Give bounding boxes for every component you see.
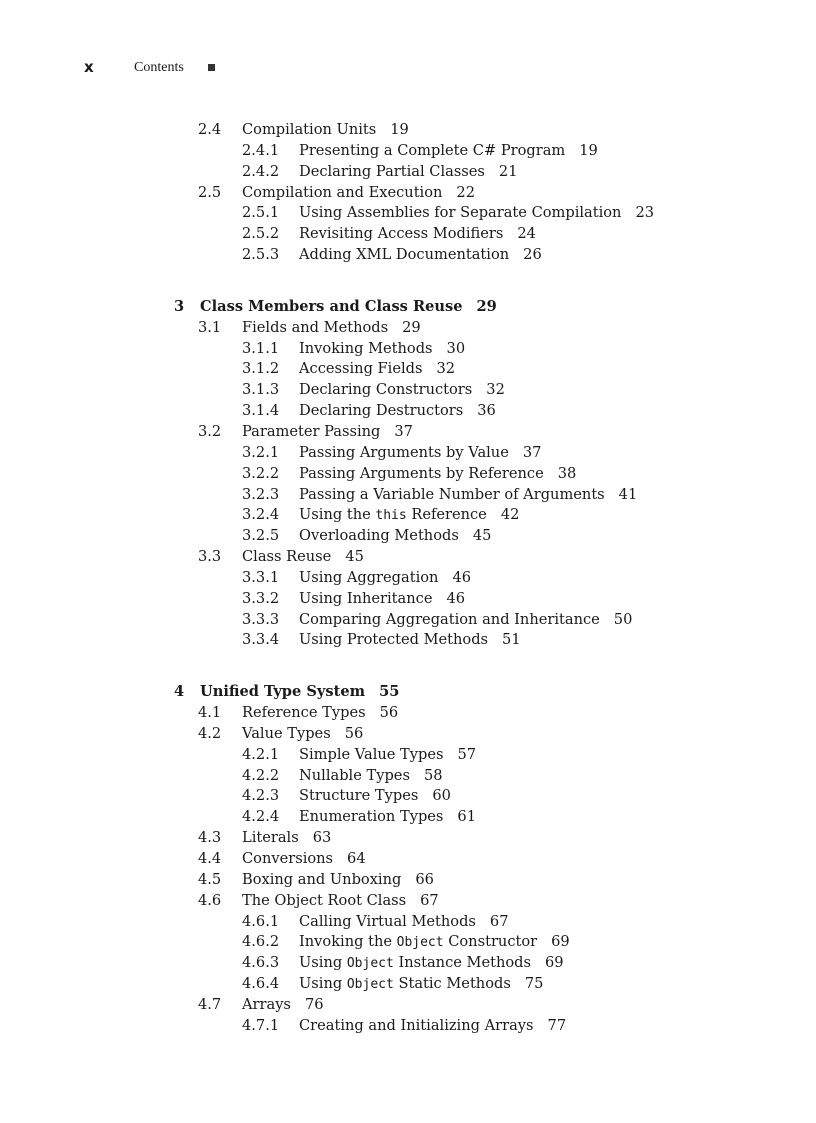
toc-entry xyxy=(0,765,816,786)
toc-entry-number: 4.2.3 xyxy=(242,787,280,805)
toc-entry xyxy=(0,119,816,140)
title-text: Using Aggregation xyxy=(299,568,439,586)
toc-entry-page: 63 xyxy=(312,829,332,847)
toc-entry-title xyxy=(299,358,455,379)
toc-entry-title xyxy=(299,442,541,463)
toc-entry-page: 32 xyxy=(486,381,505,399)
toc-entry-title xyxy=(299,785,451,806)
toc-entry-page: 64 xyxy=(347,850,366,867)
toc-entry-title xyxy=(299,744,476,765)
title-text: Structure Types xyxy=(299,787,419,805)
toc-entry xyxy=(0,744,816,765)
toc-entry-number: 3.1.1 xyxy=(242,339,280,357)
code-term: Object xyxy=(346,956,394,972)
title-text: Calling Virtual Methods xyxy=(299,912,476,930)
toc-chapter-entry xyxy=(0,681,816,702)
title-text: Reference Types xyxy=(242,704,366,722)
toc-entry xyxy=(0,202,816,223)
toc-entry-page: 67 xyxy=(420,891,439,909)
toc-entry-number: 3.3.2 xyxy=(242,589,280,607)
title-text: Adding XML Documentation xyxy=(299,246,510,264)
toc-entry-title xyxy=(299,525,491,546)
toc-entry-page: 41 xyxy=(618,485,638,503)
toc-entry-number: 4.2.2 xyxy=(242,766,280,784)
toc-entry-title xyxy=(299,463,576,484)
title-text: Creating and Initializing Arrays xyxy=(299,1016,534,1034)
toc-entry xyxy=(0,911,816,932)
title-text: Instance Methods xyxy=(393,954,531,972)
toc-entry-title xyxy=(242,546,364,567)
toc-entry-page: 45 xyxy=(472,527,492,545)
title-text: Revisiting Access Modifiers xyxy=(299,225,504,243)
toc-entry xyxy=(0,723,816,744)
toc-entry-number: 3.2.1 xyxy=(242,443,280,461)
toc-entry-title xyxy=(242,827,331,848)
toc-entry-number: 4.5 xyxy=(198,870,222,888)
title-text: Invoking Methods xyxy=(299,339,433,357)
toc-entry-title xyxy=(299,1015,566,1036)
toc-entry-page: 50 xyxy=(613,610,633,628)
toc-entry xyxy=(0,140,816,161)
toc-entry xyxy=(0,379,816,400)
toc-entry-number: 3.2.5 xyxy=(242,527,280,545)
toc-entry-page: 38 xyxy=(557,464,577,482)
page-number: x xyxy=(84,58,94,76)
toc-entry xyxy=(0,463,816,484)
toc-entry xyxy=(0,702,816,723)
toc-entry-number: 4 xyxy=(174,683,185,701)
title-text: Using Assemblies for Separate Compilation xyxy=(299,204,622,222)
toc-entry-number: 2.4.2 xyxy=(242,162,280,180)
toc-entry-title xyxy=(242,994,324,1015)
toc-entry-title xyxy=(242,421,413,442)
toc-entry xyxy=(0,525,816,546)
toc-entry xyxy=(0,890,816,911)
toc-entry-title xyxy=(299,504,519,526)
title-text: Invoking the xyxy=(299,933,397,951)
toc-entry-number: 2.5 xyxy=(198,183,222,201)
title-text: Fields and Methods xyxy=(242,318,389,336)
title-text: Literals xyxy=(242,829,299,847)
toc-entry xyxy=(0,848,816,869)
toc-entry-page: 36 xyxy=(477,402,496,420)
title-text: Value Types xyxy=(242,724,331,742)
title-text: Using xyxy=(299,954,347,972)
toc-entry-number: 2.4 xyxy=(198,121,222,138)
toc-entry-title xyxy=(299,609,632,630)
toc-entry-title xyxy=(242,182,475,203)
toc-entry-page: 76 xyxy=(304,995,324,1013)
toc-entry-number: 2.5.2 xyxy=(242,225,280,243)
toc-entry-page: 58 xyxy=(423,766,443,784)
toc-entry xyxy=(0,223,816,244)
title-text: Passing Arguments by Reference xyxy=(299,464,544,482)
toc-entry-page: 19 xyxy=(579,141,598,159)
toc-entry-page: 19 xyxy=(390,121,409,138)
title-text: Arrays xyxy=(242,995,291,1013)
toc-entry xyxy=(0,244,816,265)
toc-entry xyxy=(0,1015,816,1036)
toc-entry-page: 32 xyxy=(436,360,456,378)
toc-entry-number: 2.5.3 xyxy=(242,246,280,264)
toc-entry-number: 3.3.1 xyxy=(242,568,280,586)
toc-entry-title xyxy=(299,952,564,974)
toc-entry-title xyxy=(242,848,366,869)
toc-entry-page: 37 xyxy=(522,443,542,461)
toc-entry-page: 51 xyxy=(502,631,521,649)
title-text: Enumeration Types xyxy=(299,808,444,826)
toc-entry-number: 3.2.4 xyxy=(242,506,280,524)
toc-entry-number: 2.5.1 xyxy=(242,204,280,222)
title-text: Using Protected Methods xyxy=(299,631,489,649)
toc-entry-page: 37 xyxy=(394,422,413,440)
toc-entry-page: 42 xyxy=(500,506,520,524)
title-text: Using xyxy=(299,975,347,993)
toc-entry-number: 4.6.4 xyxy=(242,975,280,993)
title-text: Boxing and Unboxing xyxy=(242,870,402,888)
toc-entry-page: 46 xyxy=(446,589,466,607)
toc-entry-title xyxy=(299,629,521,650)
toc-entry xyxy=(0,161,816,182)
toc-entry-page: 57 xyxy=(457,745,477,763)
title-text: Declaring Destructors xyxy=(299,402,464,420)
table-of-contents xyxy=(0,119,816,1036)
toc-entry-title xyxy=(299,931,570,953)
title-text: The Object Root Class xyxy=(242,891,407,909)
toc-entry xyxy=(0,629,816,650)
toc-entry-number: 4.2.4 xyxy=(242,808,280,826)
toc-entry-title xyxy=(299,588,465,609)
toc-entry-page: 66 xyxy=(415,870,434,888)
title-text: Class Members and Class Reuse xyxy=(200,297,463,315)
toc-entry-page: 56 xyxy=(379,704,399,722)
code-term: Object xyxy=(346,977,394,993)
toc-chapter-entry xyxy=(0,296,816,317)
toc-entry xyxy=(0,973,816,994)
toc-entry xyxy=(0,317,816,338)
title-text: Compilation Units xyxy=(242,121,377,138)
toc-entry-title xyxy=(299,911,509,932)
toc-entry-title xyxy=(299,567,471,588)
toc-entry-page: 45 xyxy=(345,548,364,566)
square-bullet-icon xyxy=(208,64,215,71)
toc-entry-page: 29 xyxy=(476,297,497,315)
toc-entry-page: 26 xyxy=(523,246,542,264)
toc-entry-number: 4.6.3 xyxy=(242,954,280,972)
toc-entry-number: 3.3.3 xyxy=(242,610,280,628)
toc-entry-number: 4.6.2 xyxy=(242,933,280,951)
toc-entry-number: 4.6 xyxy=(198,891,222,909)
toc-entry-title xyxy=(299,379,505,400)
toc-entry-title xyxy=(299,400,496,421)
toc-entry-number: 3.1.2 xyxy=(242,360,280,378)
title-text: Declaring Constructors xyxy=(299,381,473,399)
toc-entry-page: 21 xyxy=(498,162,518,180)
title-text: Parameter Passing xyxy=(242,422,381,440)
toc-entry xyxy=(0,338,816,359)
toc-entry-page: 61 xyxy=(457,808,476,826)
title-text: Accessing Fields xyxy=(299,360,423,378)
toc-entry-title xyxy=(299,973,543,995)
title-text: Conversions xyxy=(242,850,334,867)
toc-entry-title xyxy=(200,296,497,317)
title-text: Passing Arguments by Value xyxy=(299,443,509,461)
title-text: Simple Value Types xyxy=(299,745,444,763)
title-text: Compilation and Execution xyxy=(242,183,443,201)
toc-entry-number: 4.7.1 xyxy=(242,1016,280,1034)
title-text: Overloading Methods xyxy=(299,527,459,545)
toc-entry xyxy=(0,567,816,588)
toc-entry-title xyxy=(200,681,399,702)
toc-entry xyxy=(0,827,816,848)
toc-entry-number: 3.2.3 xyxy=(242,485,280,503)
toc-entry-page: 56 xyxy=(344,724,364,742)
toc-entry-number: 4.3 xyxy=(198,829,222,847)
code-term: this xyxy=(375,508,407,524)
toc-entry-number: 2.4.1 xyxy=(242,141,280,159)
toc-entry-page: 23 xyxy=(635,204,655,222)
toc-entry-title xyxy=(299,806,476,827)
toc-entry xyxy=(0,931,816,952)
toc-entry-title xyxy=(299,140,598,161)
toc-entry xyxy=(0,504,816,525)
title-text: Passing a Variable Number of Arguments xyxy=(299,485,605,503)
toc-entry-page: 67 xyxy=(489,912,509,930)
toc-entry-number: 3.2 xyxy=(198,422,222,440)
toc-entry-page: 69 xyxy=(551,933,570,951)
toc-entry-title xyxy=(242,702,398,723)
toc-entry-title xyxy=(299,338,465,359)
toc-entry-page: 29 xyxy=(402,318,421,336)
toc-entry-title xyxy=(299,244,542,265)
toc-entry-number: 4.6.1 xyxy=(242,912,280,930)
toc-entry xyxy=(0,869,816,890)
title-text: Comparing Aggregation and Inheritance xyxy=(299,610,600,628)
title-text: Class Reuse xyxy=(242,548,332,566)
toc-entry-page: 46 xyxy=(452,568,472,586)
toc-entry-number: 3.2.2 xyxy=(242,464,280,482)
toc-entry-title xyxy=(242,119,409,140)
title-text: Using the xyxy=(299,506,376,524)
toc-entry xyxy=(0,785,816,806)
toc-entry xyxy=(0,994,816,1015)
toc-entry xyxy=(0,952,816,973)
title-text: Constructor xyxy=(443,933,538,951)
toc-entry-number: 3 xyxy=(174,297,185,315)
title-text: Declaring Partial Classes xyxy=(299,162,485,180)
toc-entry-number: 3.1.4 xyxy=(242,402,280,420)
toc-entry-number: 3.1.3 xyxy=(242,381,280,399)
toc-entry-title xyxy=(242,890,439,911)
toc-entry-number: 3.3 xyxy=(198,548,222,566)
toc-entry-page: 75 xyxy=(524,975,544,993)
toc-entry xyxy=(0,484,816,505)
toc-entry-number: 4.2 xyxy=(198,724,222,742)
toc-entry xyxy=(0,588,816,609)
running-title: Contents xyxy=(134,60,184,75)
toc-entry-title xyxy=(299,765,443,786)
title-text: Reference xyxy=(406,506,487,524)
toc-entry xyxy=(0,609,816,630)
toc-entry-number: 4.7 xyxy=(198,995,222,1013)
toc-entry-page: 60 xyxy=(432,787,451,805)
toc-entry-number: 3.3.4 xyxy=(242,631,280,649)
toc-entry-page: 77 xyxy=(547,1016,567,1034)
code-term: Object xyxy=(396,935,444,951)
title-text: Nullable Types xyxy=(299,766,410,784)
toc-entry-title xyxy=(299,223,536,244)
toc-entry xyxy=(0,400,816,421)
toc-entry-title xyxy=(242,317,421,338)
toc-entry-number: 4.1 xyxy=(198,704,222,722)
toc-entry-title xyxy=(299,202,654,223)
toc-entry-page: 22 xyxy=(456,183,475,201)
toc-entry-page: 24 xyxy=(517,225,536,243)
toc-entry-title xyxy=(299,161,518,182)
toc-entry xyxy=(0,442,816,463)
toc-entry xyxy=(0,358,816,379)
toc-entry-number: 4.4 xyxy=(198,850,222,867)
toc-entry-title xyxy=(299,484,637,505)
toc-entry-page: 69 xyxy=(544,954,564,972)
toc-entry xyxy=(0,421,816,442)
toc-entry-title xyxy=(242,869,434,890)
title-text: Using Inheritance xyxy=(299,589,433,607)
toc-entry xyxy=(0,182,816,203)
toc-entry-number: 3.1 xyxy=(198,318,222,336)
toc-entry xyxy=(0,546,816,567)
title-text: Static Methods xyxy=(393,975,511,993)
toc-entry-title xyxy=(242,723,363,744)
toc-entry-page: 30 xyxy=(446,339,466,357)
title-text: Presenting a Complete C# Program xyxy=(299,141,566,159)
title-text: Unified Type System xyxy=(200,683,366,701)
toc-entry-number: 4.2.1 xyxy=(242,745,280,763)
toc-entry xyxy=(0,806,816,827)
toc-entry-page: 55 xyxy=(379,683,400,701)
